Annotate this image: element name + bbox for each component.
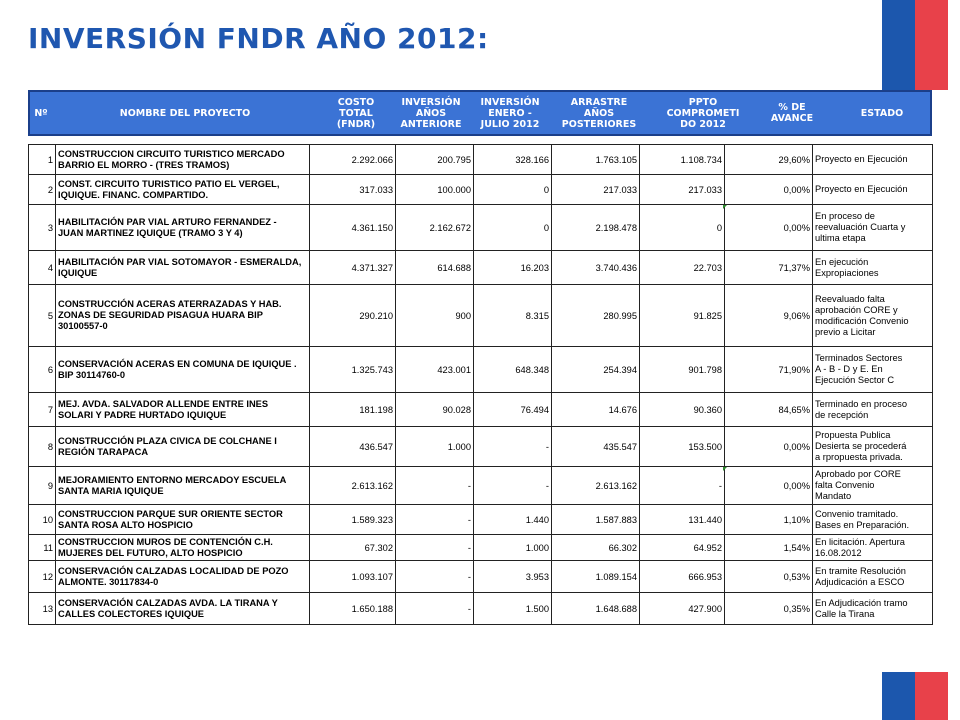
table-row [29,205,933,251]
cell-ppto: 91.825 [640,285,725,347]
cell-ppto: 0 [640,205,725,251]
table-row [29,505,933,535]
cell-avance: 0,00% [725,175,813,205]
cell-costo: 1.093.107 [310,561,396,593]
cell-n: 6 [29,347,56,393]
header-costo: COSTO TOTAL (FNDR) [336,96,376,130]
cell-inv_ant: 614.688 [396,251,474,285]
cell-n: 9 [29,467,56,505]
cell-nombre: CONST. CIRCUITO TURISTICO PATIO EL VERGEL, IQUIQUE. FINANC. COMPARTIDO. [56,175,310,205]
cell-avance: 71,37% [725,251,813,285]
header-n: Nº [34,107,48,119]
investment-table [28,90,932,646]
cell-arrastre: 66.302 [552,535,640,561]
cell-arrastre: 14.676 [552,393,640,427]
cell-estado: En Adjudicación tramo Calle la Tirana [813,593,933,625]
header-inv_ant: INVERSIÓN AÑOS ANTERIORE [400,96,462,130]
cell-nombre: CONSTRUCCION PARQUE SUR ORIENTE SECTOR SANTA ROSA ALTO HOSPICIO [56,505,310,535]
cell-inv_ant: - [396,505,474,535]
cell-avance: 29,60% [725,145,813,175]
cell-inv_ene: 0 [474,175,552,205]
cell-n: 1 [29,145,56,175]
cell-costo: 2.613.162 [310,467,396,505]
header-ppto: PPTO COMPROMETI DO 2012 [666,96,740,130]
cell-avance: 0,53% [725,561,813,593]
table-row [29,393,933,427]
cell-n: 13 [29,593,56,625]
cell-avance: 1,54% [725,535,813,561]
cell-ppto: 217.033 [640,175,725,205]
cell-costo: 1.325.743 [310,347,396,393]
comment-marker [723,467,727,471]
table-header [28,90,932,136]
table-row [29,593,933,625]
cell-arrastre: 2.198.478 [552,205,640,251]
cell-inv_ene: - [474,427,552,467]
header-avance: % DE AVANCE [770,102,814,124]
cell-n: 12 [29,561,56,593]
cell-inv_ant: 1.000 [396,427,474,467]
cell-costo: 1.589.323 [310,505,396,535]
cell-estado: Terminados Sectores A - B - D y E. En Ejecución Sector C [813,347,933,393]
cell-inv_ant: 100.000 [396,175,474,205]
cell-avance: 0,00% [725,205,813,251]
cell-estado: En licitación. Apertura 16.08.2012 [813,535,933,561]
cell-arrastre: 1.587.883 [552,505,640,535]
cell-arrastre: 435.547 [552,427,640,467]
cell-inv_ant: 423.001 [396,347,474,393]
cell-avance: 0,00% [725,467,813,505]
header-inv_ene: INVERSIÓN ENERO - JULIO 2012 [480,96,540,130]
cell-ppto: 901.798 [640,347,725,393]
cell-costo: 2.292.066 [310,145,396,175]
cell-estado: Proyecto en Ejecución [813,145,933,175]
table-row [29,251,933,285]
cell-inv_ene: 16.203 [474,251,552,285]
table-row [29,561,933,593]
cell-inv_ant: - [396,593,474,625]
cell-ppto: 64.952 [640,535,725,561]
cell-estado: En tramite Resolución Adjudicación a ESCO [813,561,933,593]
cell-ppto: - [640,467,725,505]
header-arrastre: ARRASTRE AÑOS POSTERIORES [561,96,637,130]
cell-inv_ant: 900 [396,285,474,347]
cell-costo: 1.650.188 [310,593,396,625]
cell-avance: 1,10% [725,505,813,535]
cell-estado: Proyecto en Ejecución [813,175,933,205]
cell-n: 11 [29,535,56,561]
table-body [28,144,933,625]
table-row [29,427,933,467]
cell-inv_ene: 0 [474,205,552,251]
cell-ppto: 22.703 [640,251,725,285]
cell-nombre: CONSTRUCCIÓN ACERAS ATERRAZADAS Y HAB. ZONAS DE SEGURIDAD PISAGUA HUARA BIP 30100557-0 [56,285,310,347]
cell-inv_ene: 8.315 [474,285,552,347]
cell-costo: 290.210 [310,285,396,347]
cell-nombre: CONSERVACIÓN ACERAS EN COMUNA DE IQUIQUE . BIP 30114760-0 [56,347,310,393]
header-nombre: NOMBRE DEL PROYECTO [119,107,251,119]
cell-inv_ant: 2.162.672 [396,205,474,251]
cell-n: 10 [29,505,56,535]
cell-estado: Aprobado por CORE falta Convenio Mandato [813,467,933,505]
cell-n: 2 [29,175,56,205]
cell-costo: 436.547 [310,427,396,467]
cell-nombre: HABILITACIÓN PAR VIAL SOTOMAYOR - ESMERALDA, IQUIQUE [56,251,310,285]
cell-costo: 317.033 [310,175,396,205]
cell-ppto: 666.953 [640,561,725,593]
table-row [29,347,933,393]
cell-nombre: MEJ. AVDA. SALVADOR ALLENDE ENTRE INES SOLARI Y PADRE HURTADO IQUIQUE [56,393,310,427]
cell-avance: 71,90% [725,347,813,393]
cell-avance: 0,00% [725,427,813,467]
cell-arrastre: 1.089.154 [552,561,640,593]
cell-nombre: CONSTRUCCION MUROS DE CONTENCIÓN C.H. MUJERES DEL FUTURO, ALTO HOSPICIO [56,535,310,561]
cell-avance: 9,06% [725,285,813,347]
cell-inv_ene: 328.166 [474,145,552,175]
cell-nombre: CONSERVACIÓN CALZADAS LOCALIDAD DE POZO ALMONTE. 30117834-0 [56,561,310,593]
cell-inv_ant: - [396,467,474,505]
cell-inv_ant: - [396,535,474,561]
cell-inv_ant: 200.795 [396,145,474,175]
cell-nombre: HABILITACIÓN PAR VIAL ARTURO FERNANDEZ - JUAN MARTINEZ IQUIQUE (TRAMO 3 Y 4) [56,205,310,251]
cell-avance: 0,35% [725,593,813,625]
cell-n: 4 [29,251,56,285]
cell-inv_ene: - [474,467,552,505]
cell-estado: Terminado en proceso de recepción [813,393,933,427]
table-row [29,145,933,175]
cell-arrastre: 217.033 [552,175,640,205]
cell-n: 7 [29,393,56,427]
cell-estado: Propuesta Publica Desierta se procederá a rpropuesta privada. [813,427,933,467]
comment-marker [723,205,727,209]
cell-estado: Reevaluado falta aprobación CORE y modificación Convenio previo a Licitar [813,285,933,347]
cell-estado: Convenio tramitado. Bases en Preparación. [813,505,933,535]
table-row [29,175,933,205]
cell-estado: En ejecución Expropiaciones [813,251,933,285]
cell-arrastre: 1.648.688 [552,593,640,625]
page-title: INVERSIÓN FNDR AÑO 2012: [28,22,489,55]
cell-inv_ene: 76.494 [474,393,552,427]
header-estado: ESTADO [860,107,904,119]
table-row [29,535,933,561]
cell-costo: 4.361.150 [310,205,396,251]
cell-arrastre: 2.613.162 [552,467,640,505]
cell-nombre: CONSTRUCCION CIRCUITO TURISTICO MERCADO BARRIO EL MORRO - (TRES TRAMOS) [56,145,310,175]
cell-n: 5 [29,285,56,347]
cell-costo: 181.198 [310,393,396,427]
cell-inv_ene: 1.000 [474,535,552,561]
table-row [29,467,933,505]
cell-arrastre: 1.763.105 [552,145,640,175]
cell-inv_ant: 90.028 [396,393,474,427]
cell-ppto: 90.360 [640,393,725,427]
cell-arrastre: 3.740.436 [552,251,640,285]
cell-n: 8 [29,427,56,467]
cell-avance: 84,65% [725,393,813,427]
cell-ppto: 1.108.734 [640,145,725,175]
cell-n: 3 [29,205,56,251]
cell-inv_ene: 648.348 [474,347,552,393]
flag-decoration-top [882,0,948,90]
cell-ppto: 131.440 [640,505,725,535]
table-row [29,285,933,347]
cell-ppto: 427.900 [640,593,725,625]
cell-inv_ene: 3.953 [474,561,552,593]
flag-decoration-bottom [882,672,948,720]
cell-costo: 67.302 [310,535,396,561]
cell-nombre: MEJORAMIENTO ENTORNO MERCADOY ESCUELA SANTA MARIA IQUIQUE [56,467,310,505]
cell-arrastre: 254.394 [552,347,640,393]
cell-costo: 4.371.327 [310,251,396,285]
cell-nombre: CONSTRUCCIÓN PLAZA CIVICA DE COLCHANE I REGIÓN TARAPACA [56,427,310,467]
cell-inv_ene: 1.440 [474,505,552,535]
cell-estado: En proceso de reevaluación Cuarta y ultima etapa [813,205,933,251]
cell-nombre: CONSERVACIÓN CALZADAS AVDA. LA TIRANA Y CALLES COLECTORES IQUIQUE [56,593,310,625]
cell-inv_ant: - [396,561,474,593]
cell-arrastre: 280.995 [552,285,640,347]
cell-inv_ene: 1.500 [474,593,552,625]
cell-ppto: 153.500 [640,427,725,467]
